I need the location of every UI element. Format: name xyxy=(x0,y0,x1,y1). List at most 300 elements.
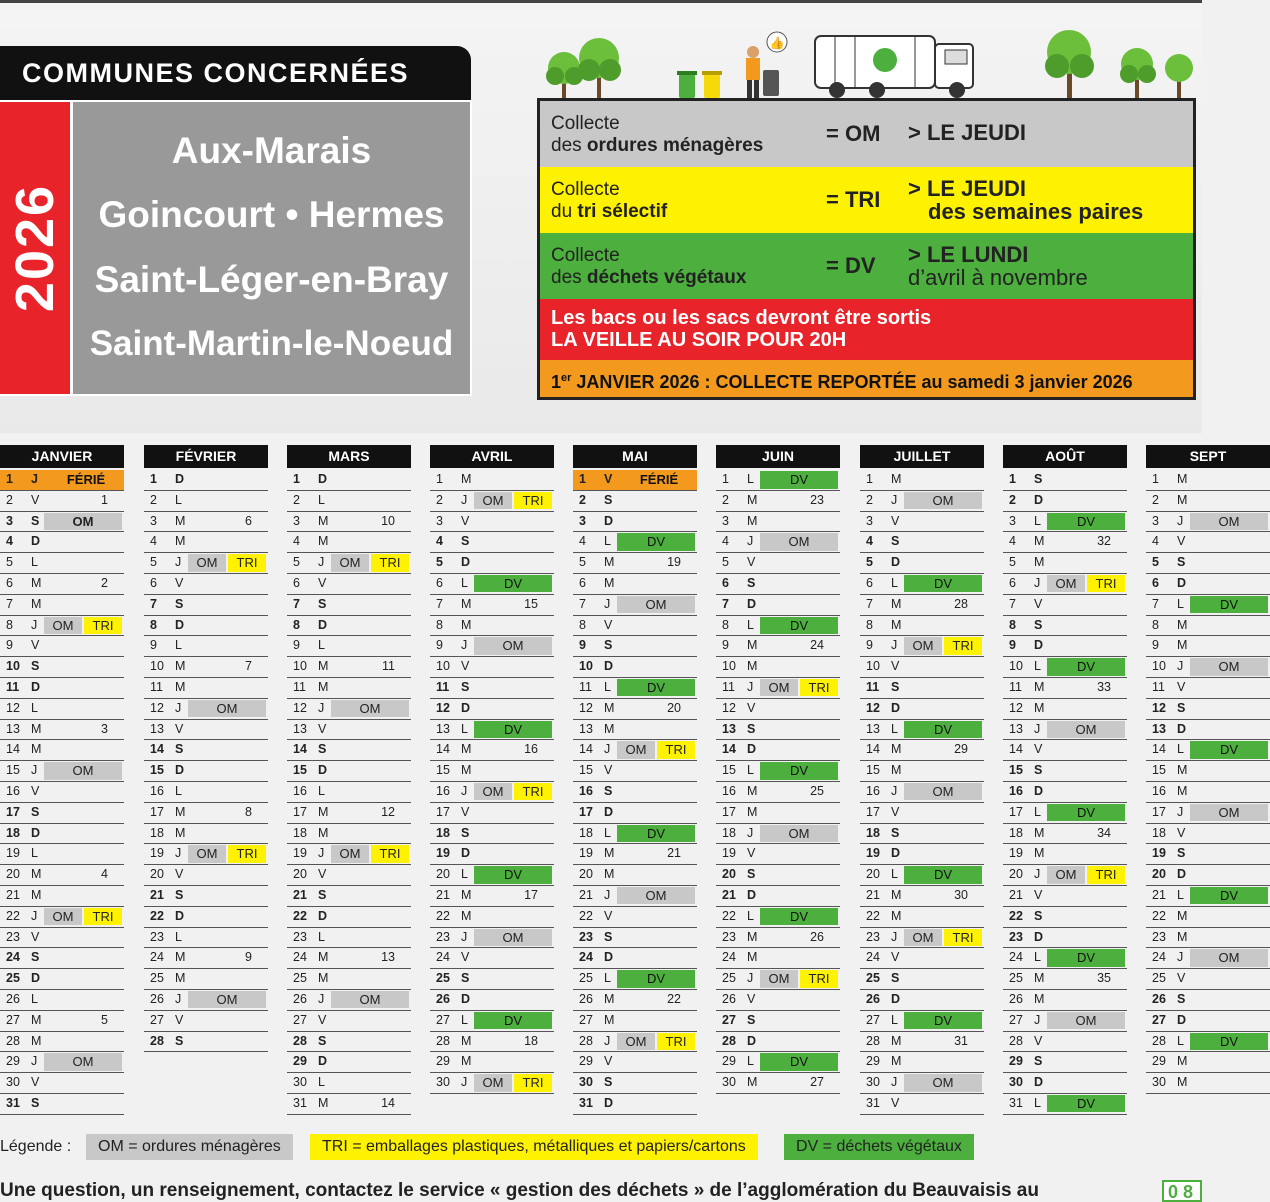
day-letter: S xyxy=(1177,555,1186,570)
day-letter: M xyxy=(891,1033,902,1048)
day-letter: S xyxy=(891,679,900,694)
day-number: 13 xyxy=(150,721,164,736)
day-number: 19 xyxy=(1152,846,1166,861)
day-letter: L xyxy=(318,1075,325,1090)
day-letter: L xyxy=(31,846,38,861)
day-row xyxy=(860,699,984,720)
day-letter: S xyxy=(1034,1054,1043,1069)
day-row xyxy=(0,616,124,637)
day-row xyxy=(716,470,840,491)
tri-tag: TRI xyxy=(514,783,552,801)
day-letter: L xyxy=(31,991,38,1006)
day-row xyxy=(0,803,124,824)
day-number: 22 xyxy=(6,908,20,923)
day-row xyxy=(430,740,554,761)
day-letter: J xyxy=(31,1054,38,1069)
day-row xyxy=(1146,886,1270,907)
day-row xyxy=(430,1052,554,1073)
day-row xyxy=(0,657,124,678)
day-number: 6 xyxy=(6,575,13,590)
day-row xyxy=(144,616,268,637)
day-letter: V xyxy=(604,908,613,923)
tri-tag: TRI xyxy=(657,741,695,759)
day-row xyxy=(144,803,268,824)
day-number: 9 xyxy=(293,638,300,653)
day-letter: D xyxy=(31,971,41,986)
day-number: 2 xyxy=(293,492,300,507)
day-row xyxy=(430,948,554,969)
day-number: 21 xyxy=(293,887,307,902)
dv-tag: DV xyxy=(474,1012,552,1030)
day-row xyxy=(716,699,840,720)
day-number: 14 xyxy=(6,742,20,757)
day-row xyxy=(716,865,840,886)
day-number: 3 xyxy=(150,513,157,528)
day-letter: V xyxy=(31,638,40,653)
day-number: 25 xyxy=(436,971,450,986)
day-letter: S xyxy=(461,825,470,840)
day-letter: M xyxy=(1177,638,1188,653)
day-letter: S xyxy=(747,721,756,736)
day-number: 23 xyxy=(1009,929,1023,944)
week-number: 15 xyxy=(524,596,538,611)
day-number: 30 xyxy=(293,1075,307,1090)
day-row xyxy=(1003,595,1127,616)
day-row xyxy=(430,532,554,553)
note-lead: 1 xyxy=(551,372,562,392)
day-letter: M xyxy=(604,846,615,861)
day-row xyxy=(430,491,554,512)
day-letter: V xyxy=(1034,1033,1043,1048)
day-row xyxy=(1146,657,1270,678)
day-number: 11 xyxy=(293,679,306,694)
year-label: 2026 xyxy=(5,183,65,313)
day-letter: L xyxy=(175,492,182,507)
day-number: 17 xyxy=(293,804,307,819)
day-number: 31 xyxy=(866,1095,880,1110)
day-row xyxy=(144,657,268,678)
day-row xyxy=(287,782,411,803)
day-number: 31 xyxy=(1009,1095,1023,1110)
day-row xyxy=(287,1032,411,1053)
holiday-note xyxy=(540,360,1193,397)
day-number: 5 xyxy=(436,555,443,570)
day-row xyxy=(573,1094,697,1115)
dv-tag: DV xyxy=(760,1053,838,1071)
collection-row-dv xyxy=(540,233,1193,299)
tri-tag: TRI xyxy=(371,845,409,863)
day-number: 26 xyxy=(293,991,307,1006)
day-letter: L xyxy=(891,1012,898,1027)
day-letter: L xyxy=(891,575,898,590)
day-number: 7 xyxy=(579,596,586,611)
om-tag: OM xyxy=(617,741,655,759)
day-letter: M xyxy=(31,1012,42,1027)
day-letter: V xyxy=(461,950,470,965)
day-row xyxy=(430,636,554,657)
day-letter: D xyxy=(1177,575,1187,590)
day-letter: M xyxy=(1034,679,1045,694)
week-number: 18 xyxy=(524,1033,538,1048)
day-letter: V xyxy=(604,472,613,486)
day-row xyxy=(716,1011,840,1032)
day-row xyxy=(430,1073,554,1094)
day-number: 15 xyxy=(579,763,593,778)
day-letter: M xyxy=(31,867,42,882)
om-tag: OM xyxy=(760,679,798,697)
day-number: 5 xyxy=(1152,555,1159,570)
day-letter: M xyxy=(1177,472,1188,486)
day-letter: S xyxy=(747,867,756,882)
day-letter: J xyxy=(604,887,611,902)
day-row xyxy=(144,782,268,803)
day-letter: S xyxy=(461,971,470,986)
day-row xyxy=(716,1052,840,1073)
day-number: 31 xyxy=(6,1095,20,1110)
day-number: 5 xyxy=(1009,555,1016,570)
month-column xyxy=(716,445,840,1094)
day-letter: S xyxy=(1177,991,1186,1006)
day-letter: D xyxy=(31,825,41,840)
day-row xyxy=(716,886,840,907)
collection-illustration xyxy=(537,30,1197,100)
day-row xyxy=(1003,616,1127,637)
day-number: 20 xyxy=(1009,867,1023,882)
day-letter: S xyxy=(604,929,613,944)
day-letter: J xyxy=(891,1075,898,1090)
day-row xyxy=(144,678,268,699)
om-tag: OM xyxy=(617,596,695,614)
day-letter: M xyxy=(747,513,758,528)
week-number: 3 xyxy=(101,721,108,736)
legend-om: OM = ordures ménagères xyxy=(86,1134,293,1160)
week-number: 33 xyxy=(1097,679,1111,694)
day-row xyxy=(1146,1011,1270,1032)
day-row xyxy=(716,657,840,678)
day-letter: S xyxy=(747,575,756,590)
day-letter: M xyxy=(461,742,472,757)
day-row xyxy=(1146,782,1270,803)
day-number: 16 xyxy=(6,783,20,798)
day-row xyxy=(287,616,411,637)
day-row xyxy=(144,824,268,845)
day-number: 17 xyxy=(6,804,20,819)
day-number: 28 xyxy=(866,1033,880,1048)
day-number: 22 xyxy=(150,908,164,923)
day-letter: J xyxy=(1034,721,1041,736)
day-row xyxy=(716,990,840,1011)
day-number: 8 xyxy=(436,617,443,632)
day-row xyxy=(716,948,840,969)
day-letter: M xyxy=(461,472,472,486)
day-row xyxy=(860,844,984,865)
day-number: 14 xyxy=(1009,742,1023,757)
day-letter: L xyxy=(604,679,611,694)
day-number: 10 xyxy=(436,659,450,674)
day-row xyxy=(287,574,411,595)
day-row xyxy=(716,512,840,533)
week-number: 22 xyxy=(667,991,681,1006)
day-letter: S xyxy=(461,679,470,694)
day-number: 31 xyxy=(293,1095,307,1110)
day-letter: S xyxy=(604,783,613,798)
day-row xyxy=(287,1094,411,1115)
week-number: 21 xyxy=(667,846,681,861)
dv-tag: DV xyxy=(1190,741,1268,759)
day-letter: D xyxy=(318,763,328,778)
day-number: 16 xyxy=(866,783,880,798)
day-number: 22 xyxy=(1152,908,1166,923)
day-letter: L xyxy=(461,721,468,736)
day-letter: D xyxy=(747,742,757,757)
day-number: 23 xyxy=(579,929,593,944)
day-number: 3 xyxy=(293,513,300,528)
om-tag: OM xyxy=(1047,575,1085,593)
day-row xyxy=(860,928,984,949)
day-number: 15 xyxy=(436,763,450,778)
day-letter: L xyxy=(318,638,325,653)
day-letter: V xyxy=(318,1012,327,1027)
day-row xyxy=(287,657,411,678)
day-row xyxy=(430,595,554,616)
day-number: 4 xyxy=(293,534,300,549)
day-number: 12 xyxy=(866,700,880,715)
day-number: 22 xyxy=(436,908,450,923)
collection-label: Collecte des déchets végétaux xyxy=(551,245,747,288)
town-name: Goincourt • Hermes xyxy=(98,194,445,235)
day-number: 10 xyxy=(722,659,736,674)
day-letter: V xyxy=(31,1075,40,1090)
day-number: 9 xyxy=(1009,638,1016,653)
day-number: 23 xyxy=(150,929,164,944)
day-row xyxy=(1146,761,1270,782)
day-row xyxy=(0,491,124,512)
day-row xyxy=(860,470,984,491)
day-letter: D xyxy=(604,659,614,674)
week-number: 27 xyxy=(810,1075,824,1090)
day-number: 5 xyxy=(579,555,586,570)
day-row xyxy=(430,990,554,1011)
day-row xyxy=(0,636,124,657)
day-letter: V xyxy=(318,867,327,882)
day-letter: M xyxy=(1177,1075,1188,1090)
day-letter: M xyxy=(318,971,329,986)
day-letter: M xyxy=(318,804,329,819)
day-row xyxy=(1003,844,1127,865)
tree-icon xyxy=(1045,30,1193,98)
day-row xyxy=(144,1011,268,1032)
day-row xyxy=(0,1094,124,1115)
week-number: 2 xyxy=(101,575,108,590)
day-row xyxy=(1003,928,1127,949)
day-row xyxy=(0,678,124,699)
town-name: Saint-Martin-le-Noeud xyxy=(89,324,454,363)
dv-tag: DV xyxy=(617,679,695,697)
svg-text:👍: 👍 xyxy=(769,36,785,50)
day-row xyxy=(287,907,411,928)
day-number: 28 xyxy=(1152,1033,1166,1048)
day-number: 12 xyxy=(6,700,20,715)
day-number: 6 xyxy=(722,575,729,590)
day-letter: D xyxy=(891,991,901,1006)
day-letter: J xyxy=(175,700,182,715)
day-number: 11 xyxy=(866,679,880,694)
day-letter: M xyxy=(461,763,472,778)
day-row xyxy=(573,553,697,574)
om-tag: OM xyxy=(474,929,552,947)
day-number: 24 xyxy=(866,950,880,965)
dv-tag: DV xyxy=(1047,513,1125,531)
day-number: 11 xyxy=(150,679,163,694)
day-number: 7 xyxy=(866,596,873,611)
day-letter: M xyxy=(1034,534,1045,549)
day-number: 1 xyxy=(1152,472,1159,486)
day-row xyxy=(716,907,840,928)
day-number: 19 xyxy=(1009,846,1023,861)
week-number: 14 xyxy=(381,1095,395,1110)
day-row xyxy=(860,740,984,761)
day-letter: L xyxy=(461,575,468,590)
day-row xyxy=(1146,720,1270,741)
day-row xyxy=(0,532,124,553)
day-number: 16 xyxy=(1152,783,1166,798)
week-number: 4 xyxy=(101,867,108,882)
day-letter: L xyxy=(747,1054,754,1069)
day-number: 29 xyxy=(293,1054,307,1069)
garbage-truck-icon xyxy=(815,36,973,98)
day-number: 24 xyxy=(1152,950,1166,965)
tri-tag: TRI xyxy=(800,970,838,988)
day-row xyxy=(144,512,268,533)
day-letter: D xyxy=(1034,929,1044,944)
warning-line: Les bacs ou les sacs devront être sortis xyxy=(551,307,932,329)
collection-day: > LE LUNDI xyxy=(908,242,1029,267)
day-row xyxy=(860,782,984,803)
day-row xyxy=(1146,512,1270,533)
day-letter: M xyxy=(1034,555,1045,570)
day-row xyxy=(287,928,411,949)
day-number: 15 xyxy=(866,763,880,778)
day-letter: V xyxy=(31,929,40,944)
day-number: 13 xyxy=(293,721,307,736)
day-number: 6 xyxy=(150,575,157,590)
day-row xyxy=(430,844,554,865)
om-tag: OM xyxy=(44,908,82,926)
town-name: Aux-Marais xyxy=(171,130,372,171)
om-tag: OM xyxy=(188,845,226,863)
day-number: 26 xyxy=(866,991,880,1006)
day-row xyxy=(1003,574,1127,595)
day-row xyxy=(860,1073,984,1094)
day-row xyxy=(860,595,984,616)
day-number: 10 xyxy=(579,659,593,674)
year-band xyxy=(0,102,70,394)
day-number: 20 xyxy=(866,867,880,882)
day-row xyxy=(573,636,697,657)
day-row xyxy=(144,969,268,990)
day-letter: V xyxy=(1034,742,1043,757)
day-row xyxy=(1003,1094,1127,1115)
day-row xyxy=(860,1052,984,1073)
day-letter: D xyxy=(1177,867,1187,882)
dv-tag: DV xyxy=(760,908,838,926)
day-row xyxy=(430,699,554,720)
day-row xyxy=(1146,948,1270,969)
day-number: 18 xyxy=(1152,825,1166,840)
day-number: 4 xyxy=(1152,534,1159,549)
day-row xyxy=(1146,616,1270,637)
day-number: 28 xyxy=(722,1033,736,1048)
day-number: 9 xyxy=(150,638,157,653)
day-row xyxy=(716,803,840,824)
day-number: 4 xyxy=(722,534,729,549)
day-letter: V xyxy=(461,659,470,674)
collection-code: = OM xyxy=(826,121,881,146)
day-letter: M xyxy=(1034,700,1045,715)
om-tag: OM xyxy=(44,513,122,531)
day-letter: D xyxy=(318,617,328,632)
day-row xyxy=(573,844,697,865)
day-row xyxy=(1146,699,1270,720)
om-tag: OM xyxy=(1190,658,1268,676)
day-letter: L xyxy=(175,638,182,653)
tri-tag: TRI xyxy=(800,679,838,697)
day-number: 21 xyxy=(436,887,450,902)
week-number: 17 xyxy=(524,887,538,902)
day-row xyxy=(430,678,554,699)
note-text: JANVIER 2026 : COLLECTE REPORTÉE au samedi 3 janvier 2026 xyxy=(571,372,1133,392)
day-row xyxy=(1146,907,1270,928)
day-letter: D xyxy=(604,950,614,965)
om-tag: OM xyxy=(1190,513,1268,531)
day-number: 29 xyxy=(1009,1054,1023,1069)
day-letter: M xyxy=(1177,908,1188,923)
day-row xyxy=(1146,491,1270,512)
day-number: 28 xyxy=(436,1033,450,1048)
day-number: 6 xyxy=(1152,575,1159,590)
day-letter: J xyxy=(31,908,38,923)
day-letter: L xyxy=(891,867,898,882)
day-row xyxy=(860,678,984,699)
day-number: 1 xyxy=(722,472,729,486)
day-number: 18 xyxy=(866,825,880,840)
day-letter: L xyxy=(31,700,38,715)
day-letter: M xyxy=(1177,617,1188,632)
om-tag: OM xyxy=(760,970,798,988)
day-number: 24 xyxy=(436,950,450,965)
day-letter: J xyxy=(461,783,468,798)
tri-tag: TRI xyxy=(371,554,409,572)
day-number: 13 xyxy=(722,721,736,736)
day-letter: D xyxy=(1034,492,1044,507)
day-number: 19 xyxy=(866,846,880,861)
month-column xyxy=(287,445,411,1115)
legend-label: Légende : xyxy=(0,1138,72,1155)
day-number: 24 xyxy=(6,950,20,965)
day-letter: D xyxy=(891,555,901,570)
day-number: 10 xyxy=(1152,659,1166,674)
day-number: 8 xyxy=(579,617,586,632)
day-number: 5 xyxy=(293,555,300,570)
day-row xyxy=(860,636,984,657)
day-row xyxy=(573,907,697,928)
day-number: 4 xyxy=(579,534,586,549)
day-number: 15 xyxy=(1152,763,1166,778)
day-row xyxy=(1003,699,1127,720)
day-letter: S xyxy=(1034,617,1043,632)
day-row xyxy=(430,1011,554,1032)
day-row xyxy=(1003,824,1127,845)
